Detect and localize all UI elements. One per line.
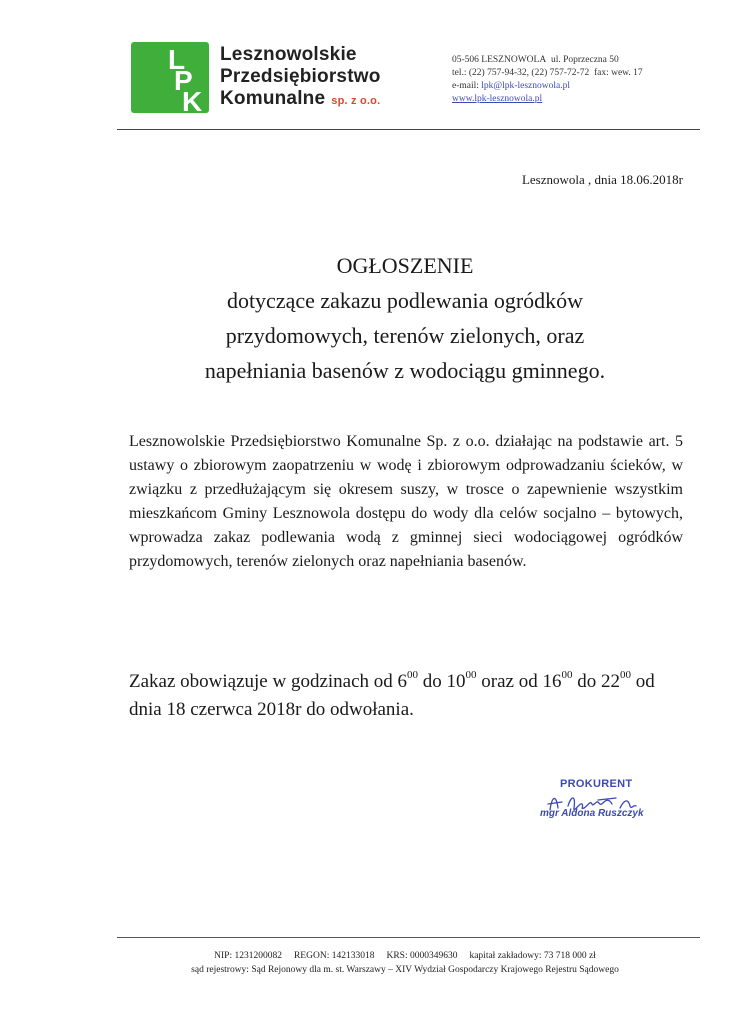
logo-letter-l: L [168, 44, 186, 75]
contact-email: e-mail: lpk@lpk-lesznowola.pl [452, 81, 570, 91]
title-line: przydomowych, terenów zielonych, oraz [225, 323, 585, 348]
contact-website [452, 93, 643, 106]
date-line: Lesznowola , dnia 18.06.2018r [521, 172, 683, 187]
footer [100, 949, 710, 977]
company-name-line: Przedsiębiorstwo [220, 66, 381, 87]
announcement-title [100, 248, 710, 388]
ban-hours-notice: Zakaz obowiązuje w godzinach od $6^{00}$ do $10^{00}$ oraz od $16^{00}$ do $22^{00}$ od dnia 18 czerwca 2018r do odwołania. [129, 669, 655, 720]
logo-letter-p: P [174, 65, 193, 96]
company-name-line-last: Komunalne sp. z o.o. [220, 88, 381, 109]
stamp-name: mgr Aldona Ruszczyk [540, 808, 644, 819]
title-line: napełniania basenów z wodociągu gminnego. [204, 358, 606, 383]
logo-letter-k: K [182, 86, 203, 117]
contact-block [452, 54, 643, 106]
body-paragraph: Lesznowolskie Przedsiębiorstwo Komunalne Sp. z o.o. działając na podstawie art. 5 ustawy o zbiorowym zaopatrzeniu w wodę i zbiorowym odprowadzaniu ścieków, w związku z przedłużającym się okresem suszy, w trosce o zapewnienie wszystkim mieszkańcom Gminy Lesznowola dostępu do wody dla celów socjalno – bytowych, wprowadza zakaz podlewania wodą z gminnej sieci wodociągowej ogródków przydomowych, terenów zielonych oraz napełniania basenów. [129, 433, 683, 570]
company-suffix: sp. z o.o. [331, 95, 381, 107]
footer-registry-ids: NIP: 1231200082 REGON: 142133018 KRS: 0000349630 kapitał zakładowy: 73 718 000 zł [214, 951, 596, 961]
website-link[interactable]: www.lpk-lesznowola.pl [452, 94, 543, 104]
header-divider [117, 129, 700, 130]
stamp-role: PROKURENT [560, 778, 633, 790]
company-name-line: Lesznowolskie [220, 44, 357, 65]
title-heading: OGŁOSZENIE [336, 253, 474, 278]
contact-phone: tel.: (22) 757-94-32, (22) 757-72-72 fax: wew. 17 [452, 68, 643, 78]
footer-divider [117, 937, 700, 938]
contact-address: 05-506 LESZNOWOLA ul. Poprzeczna 50 [452, 55, 619, 65]
company-name [220, 44, 381, 112]
email-link[interactable]: lpk@lpk-lesznowola.pl [481, 81, 570, 91]
title-line: dotyczące zakazu podlewania ogródków [226, 288, 584, 313]
footer-court: sąd rejestrowy: Sąd Rejonowy dla m. st. Warszawy – XIV Wydział Gospodarczy Krajowego Rejestru Sądowego [191, 965, 619, 975]
